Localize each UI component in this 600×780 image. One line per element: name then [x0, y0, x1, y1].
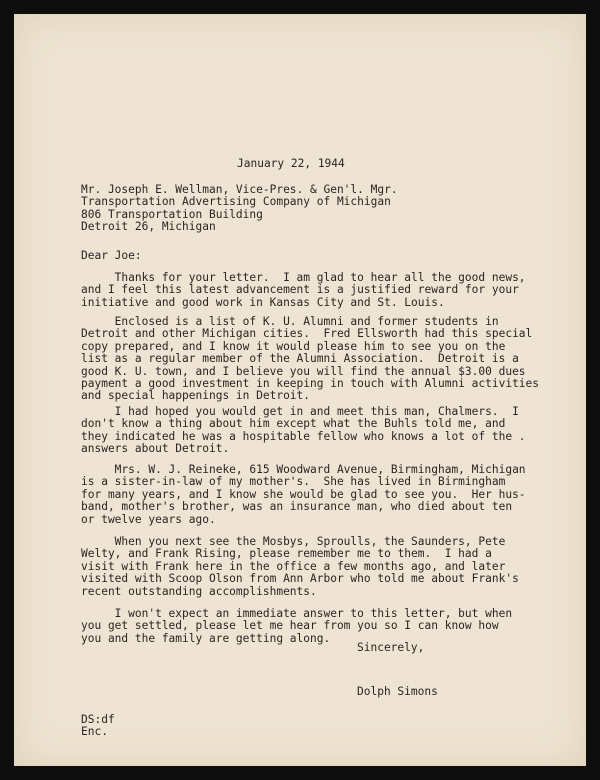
signature-name: Dolph Simons — [357, 685, 438, 698]
paragraph-3: I had hoped you would get in and meet this man, Chalmers. I don't know a thing about him except what the Buhls told me, and they indicated he was a hospitable fellow who knows a lot of the . answers about Detroit. — [81, 405, 526, 456]
paragraph-5: When you next see the Mosbys, Sproulls, the Saunders, Pete Welty, and Frank Rising, please remember me to them. I had a visit with Frank here in the office a few months ago, and later visited with Scoop Olson from Ann Arbor who told me about Frank's recent outstanding accomplishments. — [81, 535, 519, 598]
letter-date: January 22, 1944 — [237, 157, 345, 170]
address-line-1: Mr. Joseph E. Wellman, Vice-Pres. & Gen'l. Mgr. — [81, 183, 398, 196]
address-line-2: Transportation Advertising Company of Michigan — [81, 195, 391, 209]
address-line-4: Detroit 26, Michigan — [81, 220, 216, 234]
letter-page — [14, 14, 586, 766]
typist-initials: DS:df — [81, 713, 115, 726]
address-line-3: 806 Transportation Building — [81, 207, 263, 221]
paragraph-1: Thanks for your letter. I am glad to hear all the good news, and I feel this latest advancement is a justified reward for your initiative and good work in Kansas City and St. Louis. — [81, 271, 526, 309]
recipient-address — [81, 184, 398, 234]
closing: Sincerely, — [357, 641, 425, 654]
paragraph-2: Enclosed is a list of K. U. Alumni and former students in Detroit and other Michigan cities. Fred Ellsworth had this special copy prepared, and I know it would please him to see you on the list as a regular member of the Alumni Association. Detroit is a good K. U. town, and I believe you will find the annual $3.00 dues payment a good investment in keeping in touch with Alumni activities and special happenings in Detroit. — [81, 315, 540, 403]
reference-initials — [81, 714, 115, 739]
enclosure-note: Enc. — [81, 725, 108, 739]
salutation: Dear Joe: — [81, 249, 142, 262]
paragraph-4: Mrs. W. J. Reineke, 615 Woodward Avenue, Birmingham, Michigan is a sister-in-law of my mother's. She has lived in Birmingham for many years, and I know she would be glad to see you. Her hus- band, mother's brother, was an insurance man, who died about ten or twelve years ago. — [81, 463, 526, 526]
paragraph-6: I won't expect an immediate answer to this letter, but when you get settled, please let me hear from you so I can know how you and the family are getting along. — [81, 607, 513, 645]
